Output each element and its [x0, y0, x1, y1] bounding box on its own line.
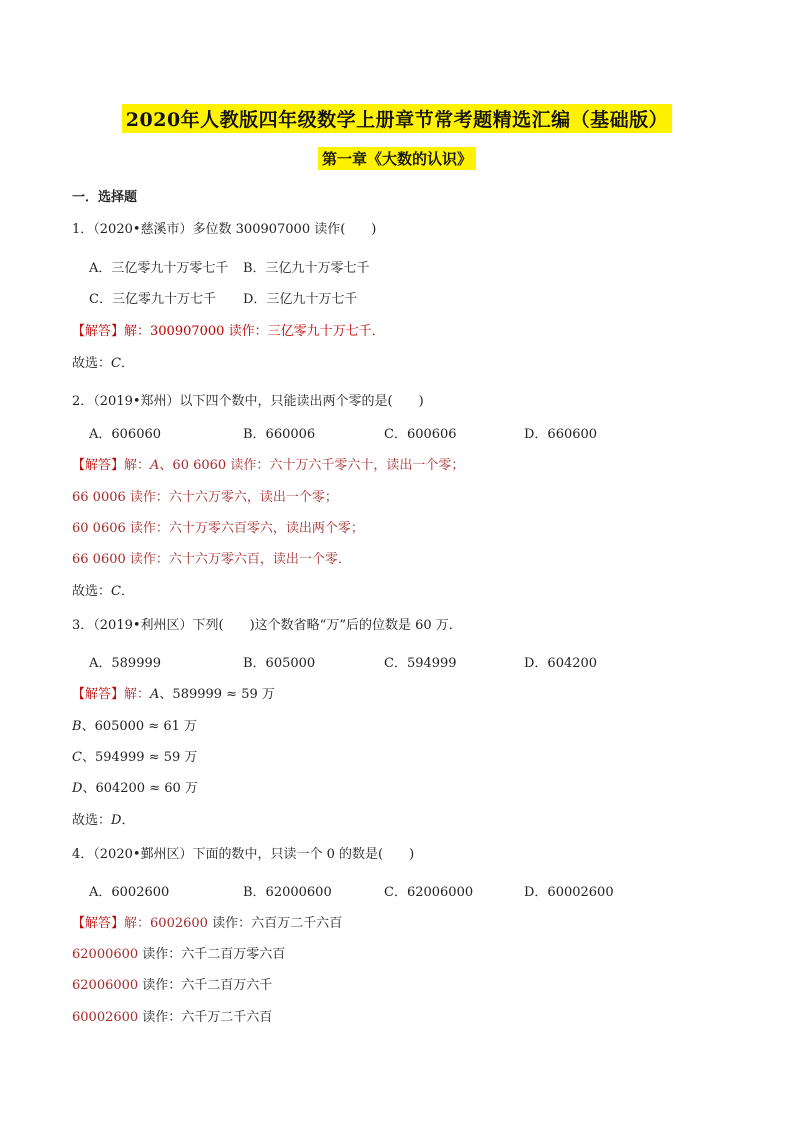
- question-4-option-a: A．6002600: [89, 885, 170, 900]
- answer-number-1: 6002600: [150, 916, 208, 931]
- question-2-answer-line-4: 66 0600 读作：六十六万零六百，读出一个零．: [72, 552, 351, 567]
- subtitle-container: [0, 147, 794, 170]
- answer-line-2-text: 读作：六千二百万零六百: [138, 947, 286, 962]
- question-1-option-c: C．三亿零九十万七千: [89, 292, 216, 307]
- choice-letter: C: [111, 356, 121, 371]
- answer-line-4-text: 读作：六千万二千六百: [138, 1010, 273, 1025]
- answer-line-1-text: 读作：六百万二千六百: [207, 916, 343, 931]
- answer-prefix: 解：: [124, 916, 151, 931]
- choice-letter: D: [111, 813, 122, 828]
- choice-suffix: ．: [121, 813, 135, 828]
- choice-prefix: 故选：: [72, 813, 112, 828]
- question-2-answer: [72, 457, 464, 475]
- answer-prefix: 解：: [124, 687, 151, 702]
- answer-line-1: 、60 6060 读作：六十万六千零六十，读出一个零；: [159, 458, 465, 473]
- answer-letter-b: B: [72, 719, 82, 734]
- answer-text: 解：300907000 读作：三亿零九十万七千．: [124, 324, 385, 339]
- question-2-answer-line-3: 60 0606 读作：六十万零六百零六，读出两个零；: [72, 521, 364, 536]
- answer-line-3-text: 、594999 ≈ 59 万: [81, 750, 198, 765]
- answer-tag: 【解答】: [72, 687, 125, 702]
- question-3-option-b: B．605000: [243, 656, 316, 671]
- question-4-stem: 4．（2020•鄞州区）下面的数中，只读一个 0 的数是( ): [72, 847, 415, 862]
- question-4-answer-line-2: [72, 946, 285, 964]
- question-2-option-a: A．606060: [89, 427, 162, 442]
- answer-line-2-text: 、605000 ≈ 61 万: [81, 719, 198, 734]
- question-2-stem: 2．（2019•郑州）以下四个数中，只能读出两个零的是( ): [72, 394, 424, 409]
- question-1-choice: [72, 355, 134, 373]
- question-1-option-a: A．三亿零九十万零七千: [89, 261, 229, 276]
- choice-suffix: ．: [120, 584, 134, 599]
- question-4-option-d: D．60002600: [524, 885, 614, 900]
- answer-letter: A: [150, 458, 160, 473]
- answer-prefix: 解：: [124, 458, 151, 473]
- choice-prefix: 故选：: [72, 584, 112, 599]
- question-2-option-c: C．600606: [384, 427, 457, 442]
- question-2-answer-line-2: 66 0006 读作：六十六万零六，读出一个零；: [72, 490, 338, 505]
- answer-number-4: 60002600: [72, 1010, 139, 1025]
- chapter-subtitle: 第一章《大数的认识》: [318, 147, 476, 170]
- question-1-option-d: D．三亿九十万七千: [243, 292, 358, 307]
- question-3-choice: [72, 812, 134, 830]
- question-3-answer-line-2: [72, 718, 197, 736]
- answer-tag: 【解答】: [72, 458, 125, 473]
- answer-letter-c: C: [72, 750, 82, 765]
- answer-number-2: 62000600: [72, 947, 139, 962]
- question-3-answer-line-3: [72, 749, 197, 767]
- question-2-option-b: B．660006: [243, 427, 316, 442]
- answer-tag: 【解答】: [72, 324, 125, 339]
- question-2-choice: [72, 583, 134, 601]
- choice-prefix: 故选：: [72, 356, 112, 371]
- question-3-answer: [72, 686, 275, 704]
- answer-line-3-text: 读作：六千二百万六千: [138, 978, 273, 993]
- section-heading: 一．选择题: [72, 190, 138, 205]
- question-4-answer-line-3: [72, 977, 272, 995]
- question-3-stem: 3．（2019•利州区）下列( )这个数省略“万”后的位数是 60 万．: [72, 618, 462, 633]
- answer-tag: 【解答】: [72, 916, 125, 931]
- answer-letter-a: A: [150, 687, 160, 702]
- question-3-option-d: D．604200: [524, 656, 598, 671]
- answer-line-1: 、589999 ≈ 59 万: [159, 687, 275, 702]
- answer-line-4-text: 、604200 ≈ 60 万: [82, 781, 198, 796]
- answer-letter-d: D: [72, 781, 83, 796]
- answer-number-3: 62006000: [72, 978, 139, 993]
- question-3-option-c: C．594999: [384, 656, 457, 671]
- choice-letter: C: [111, 584, 121, 599]
- question-1-option-b: B．三亿九十万零七千: [243, 261, 370, 276]
- question-3-option-a: A．589999: [89, 656, 162, 671]
- question-4-option-c: C．62006000: [384, 885, 474, 900]
- choice-suffix: ．: [120, 356, 134, 371]
- question-4-answer: [72, 915, 342, 933]
- title-container: [0, 104, 794, 133]
- question-1-answer: [72, 323, 385, 341]
- question-1-stem: 1．（2020•慈溪市）多位数 300907000 读作( ): [72, 222, 377, 237]
- question-4-answer-line-4: [72, 1009, 272, 1027]
- question-2-option-d: D．660600: [524, 427, 598, 442]
- page-title: 2020年人教版四年级数学上册章节常考题精选汇编（基础版）: [122, 104, 672, 133]
- question-3-answer-line-4: [72, 780, 198, 798]
- question-4-option-b: B．62000600: [243, 885, 332, 900]
